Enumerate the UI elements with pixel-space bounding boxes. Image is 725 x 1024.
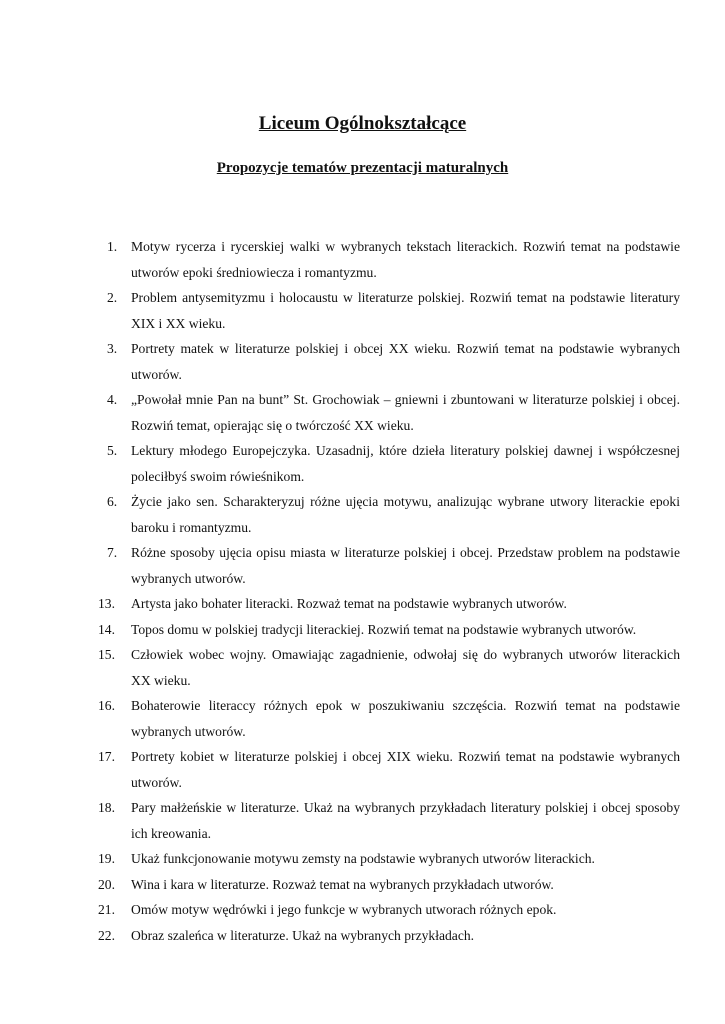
topic-text: Artysta jako bohater literacki. Rozważ temat na podstawie wybranych utworów. [131, 596, 567, 611]
topic-text: Pary małżeńskie w literaturze. Ukaż na wybranych przykładach literatury polskiej i obcej sposoby ich kreowania. [131, 800, 680, 841]
topic-number: 22. [98, 927, 115, 943]
topic-item [98, 642, 680, 693]
topic-number: 21. [98, 902, 115, 917]
topic-text: Portrety kobiet w literaturze polskiej i obcej XIX wieku. Rozwiń temat na podstawie wybranych utworów. [131, 749, 680, 790]
topic-number: 16. [98, 698, 115, 713]
topic-item [98, 744, 680, 795]
document-title: Liceum Ogólnokształcące [258, 113, 467, 134]
topic-item [98, 923, 680, 949]
topic-item [98, 387, 680, 438]
topic-text: Człowiek wobec wojny. Omawiając zagadnienie, odwołaj się do wybranych utworów literackich XX wieku. [131, 647, 680, 688]
topic-number: 14. [98, 621, 115, 637]
topic-number: 4. [107, 392, 118, 407]
topics-list [98, 234, 680, 948]
topic-item [98, 897, 680, 923]
document-subtitle: Propozycje tematów prezentacji maturalnych [216, 160, 509, 176]
topic-item [98, 285, 680, 336]
topic-number: 2. [107, 290, 118, 305]
topic-text: Różne sposoby ujęcia opisu miasta w literaturze polskiej i obcej. Przedstaw problem na podstawie wybranych utworów. [131, 545, 680, 586]
topic-number: 17. [98, 749, 115, 764]
topic-item [98, 591, 680, 617]
topic-number: 3. [107, 341, 118, 356]
topic-text: „Powołał mnie Pan na bunt” St. Grochowiak – gniewni i zbuntowani w literaturze polskiej i obcej. Rozwiń temat, opierając się o twórczość XX wieku. [131, 392, 680, 433]
topic-text: Wina i kara w literaturze. Rozważ temat na wybranych przykładach utworów. [131, 876, 554, 892]
topic-text: Omów motyw wędrówki i jego funkcje w wybranych utworach różnych epok. [131, 902, 557, 917]
topic-item [98, 540, 680, 591]
topic-text: Problem antysemityzmu i holocaustu w literaturze polskiej. Rozwiń temat na podstawie literatury XIX i XX wieku. [131, 290, 680, 331]
topic-text: Motyw rycerza i rycerskiej walki w wybranych tekstach literackich. Rozwiń temat na podstawie utworów epoki średniowiecza i romantyzmu. [131, 239, 680, 280]
topic-number: 7. [107, 545, 118, 560]
topic-text: Bohaterowie literaccy różnych epok w poszukiwaniu szczęścia. Rozwiń temat na podstawie wybranych utworów. [131, 698, 680, 739]
topic-item [98, 795, 680, 846]
topic-number: 1. [107, 239, 118, 254]
topic-item [98, 617, 680, 643]
topic-number: 18. [98, 800, 115, 815]
topic-item [98, 846, 680, 872]
topic-item [98, 234, 680, 285]
topic-item [98, 438, 680, 489]
topic-item [98, 872, 680, 898]
topic-number: 6. [107, 494, 118, 509]
topic-text: Portrety matek w literaturze polskiej i obcej XX wieku. Rozwiń temat na podstawie wybranych utworów. [131, 341, 680, 382]
topic-text: Życie jako sen. Scharakteryzuj różne ujęcia motywu, analizując wybrane utwory literackie epoki baroku i romantyzmu. [131, 494, 680, 535]
topic-number: 13. [98, 596, 115, 611]
topic-item [98, 489, 680, 540]
topic-number: 5. [107, 443, 118, 458]
topic-text: Topos domu w polskiej tradycji literackiej. Rozwiń temat na podstawie wybranych utworów. [131, 621, 637, 637]
topic-text: Obraz szaleńca w literaturze. Ukaż na wybranych przykładach. [131, 927, 475, 943]
topic-item [98, 336, 680, 387]
topic-text: Ukaż funkcjonowanie motywu zemsty na podstawie wybranych utworów literackich. [131, 851, 595, 866]
topic-number: 20. [98, 876, 115, 892]
topic-text: Lektury młodego Europejczyka. Uzasadnij, które dzieła literatury polskiej dawnej i współczesnej poleciłbyś swoim rówieśnikom. [131, 443, 680, 484]
topic-number: 19. [98, 851, 115, 866]
topic-number: 15. [98, 647, 115, 662]
topic-item [98, 693, 680, 744]
